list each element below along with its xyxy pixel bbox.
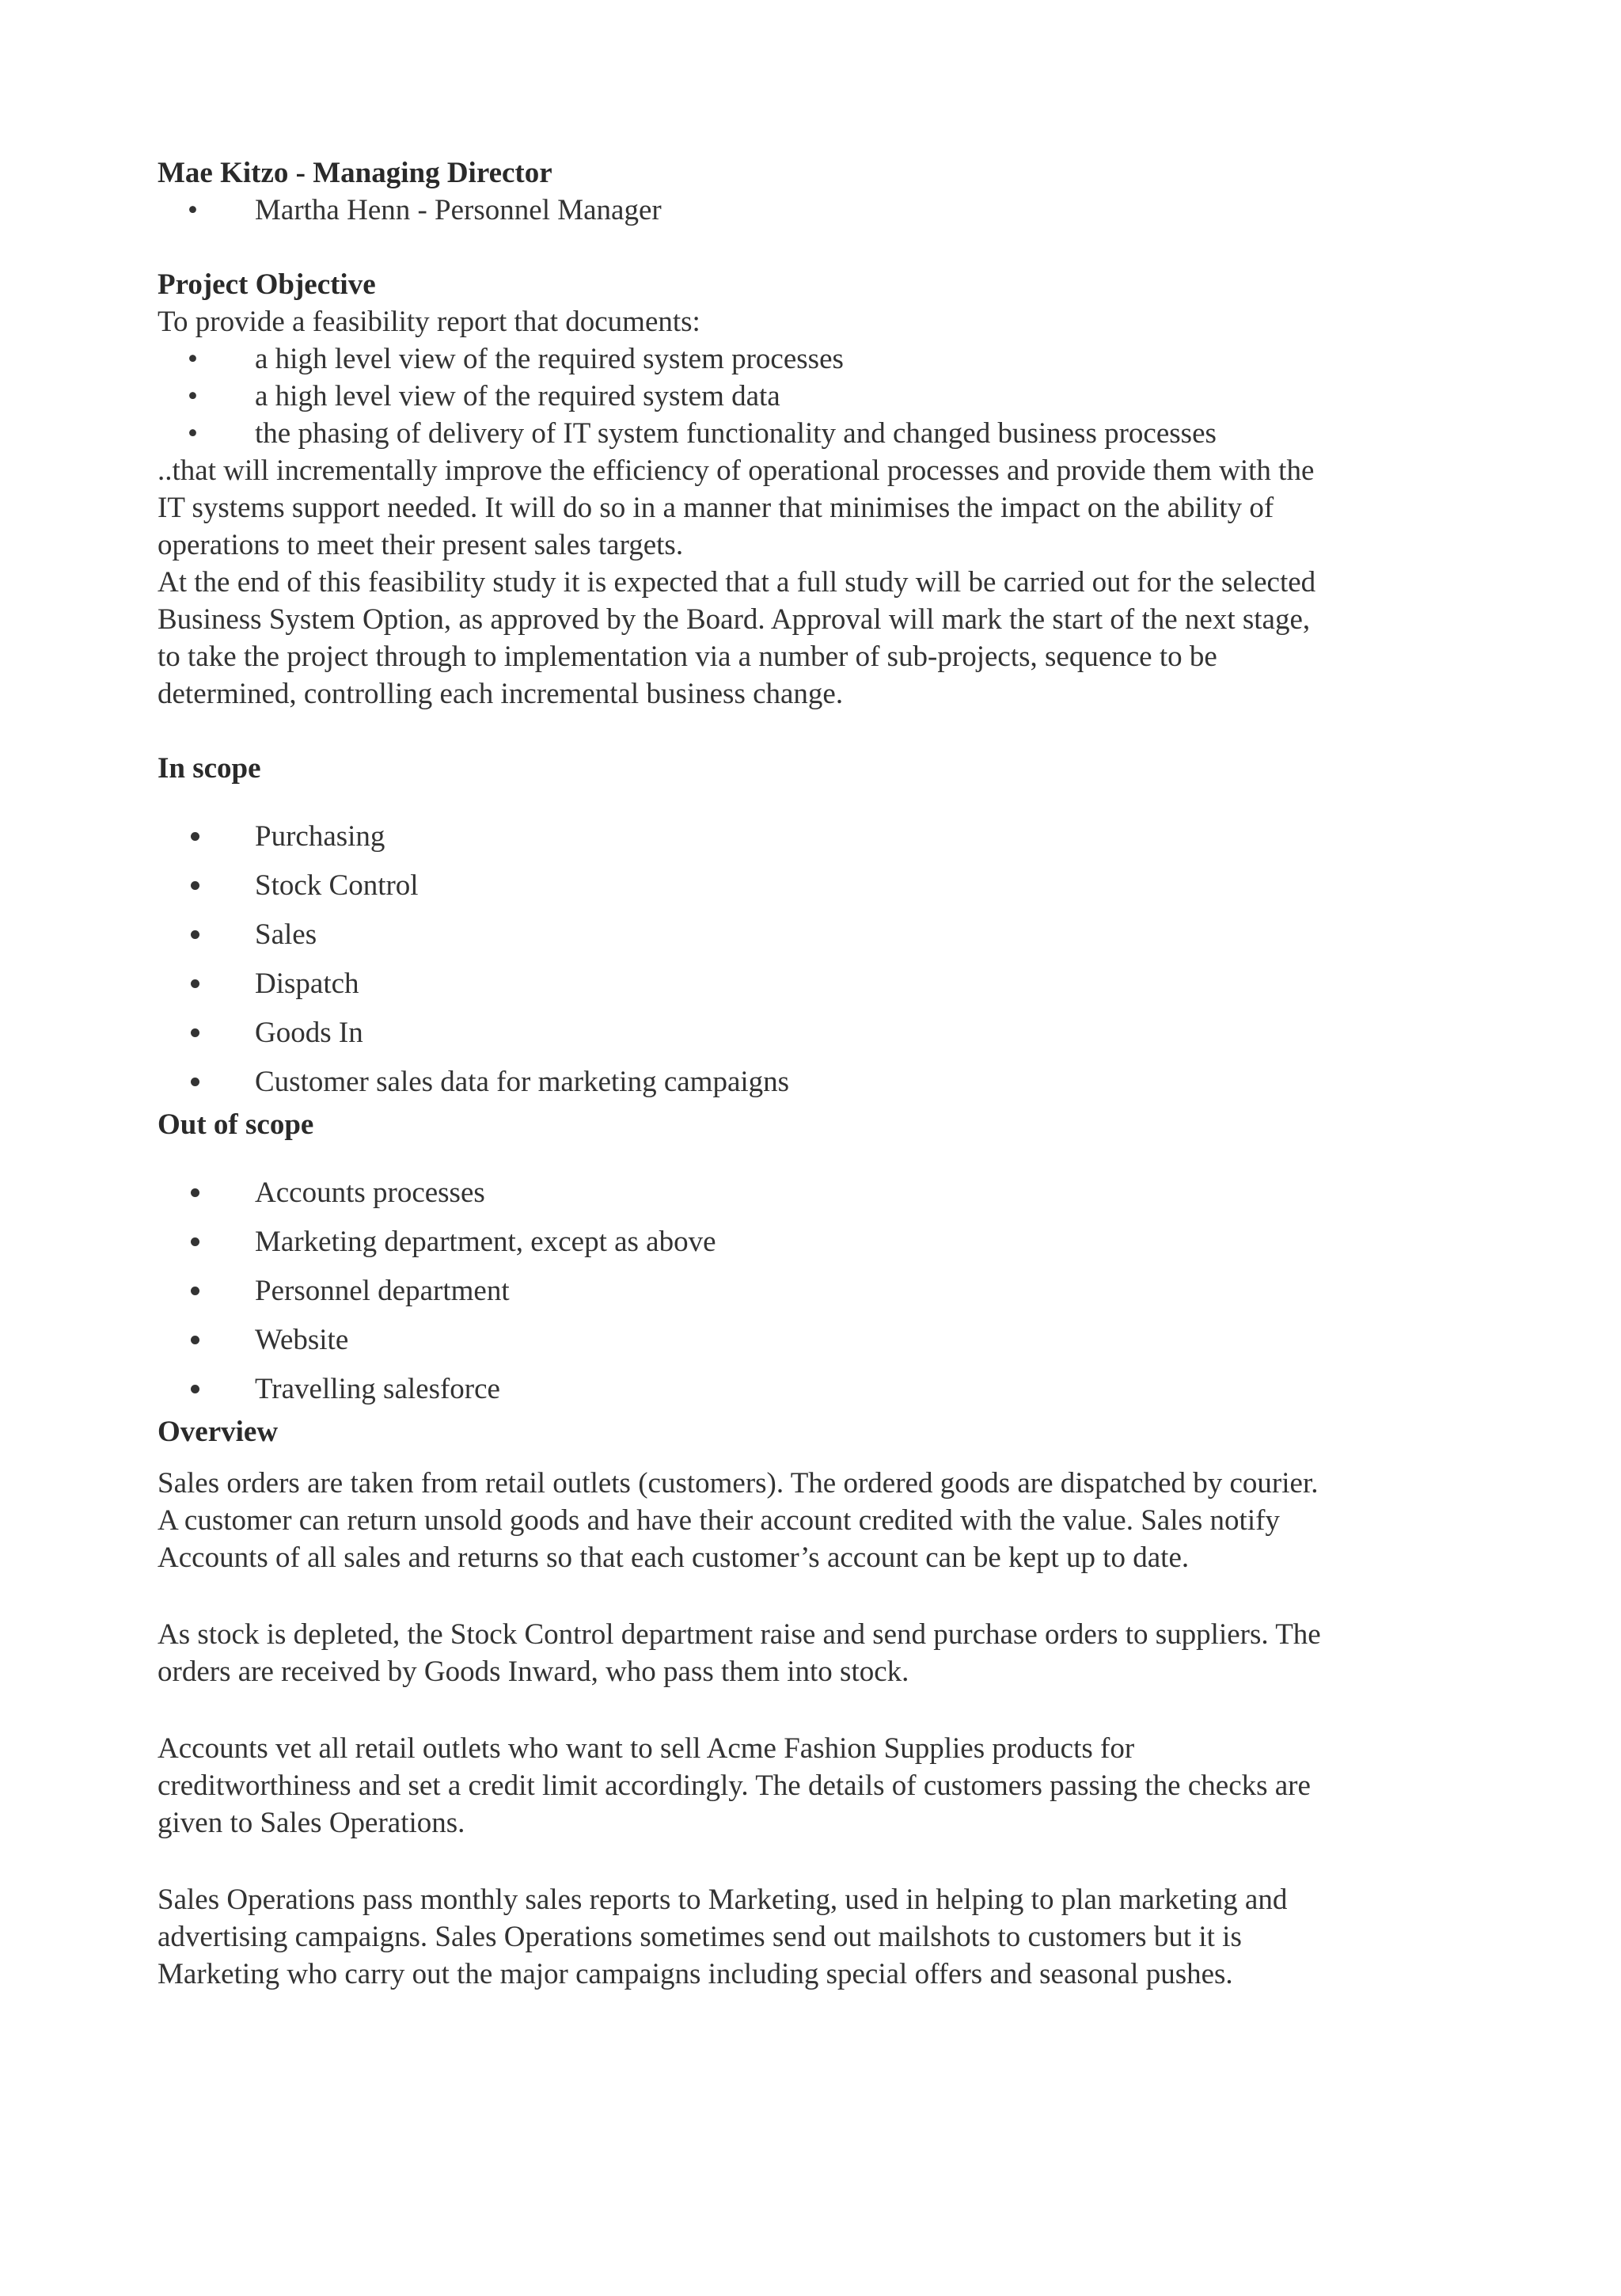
objective-line: ..that will incrementally improve the efficiency of operational processes and provide them with the xyxy=(158,454,1315,487)
bullet-dot-icon xyxy=(191,1287,199,1295)
project-objective-heading: Project Objective xyxy=(158,268,376,301)
list-item-text: Customer sales data for marketing campaigns xyxy=(255,1065,790,1098)
bullet-icon: • xyxy=(188,343,198,375)
overview-line: Sales orders are taken from retail outlets (customers). The ordered goods are dispatched by courier. xyxy=(158,1467,1319,1500)
list-item xyxy=(158,1315,1463,1364)
bullet-dot-icon xyxy=(191,930,199,939)
objective-item xyxy=(158,340,1463,378)
objective-line: operations to meet their present sales targets. xyxy=(158,529,684,561)
objective-item-text: the phasing of delivery of IT system functionality and changed business processes xyxy=(255,417,1217,450)
overview-line: given to Sales Operations. xyxy=(158,1807,465,1839)
out-of-scope-heading: Out of scope xyxy=(158,1108,314,1141)
overview-line: orders are received by Goods Inward, who pass them into stock. xyxy=(158,1655,909,1688)
list-item-text: Accounts processes xyxy=(255,1176,485,1209)
overview-paragraph xyxy=(158,1465,1463,1576)
spacer xyxy=(158,787,1463,812)
objective-item-text: a high level view of the required system processes xyxy=(255,343,844,375)
list-item xyxy=(158,1057,1463,1106)
overview-line: As stock is depleted, the Stock Control department raise and send purchase orders to suppliers. The xyxy=(158,1618,1321,1651)
list-item xyxy=(158,959,1463,1008)
objective-line: to take the project through to implementation via a number of sub-projects, sequence to be xyxy=(158,641,1217,673)
spacer xyxy=(158,1842,1463,1881)
objective-item xyxy=(158,378,1463,415)
bullet-icon: • xyxy=(188,194,198,226)
bullet-dot-icon xyxy=(191,1336,199,1344)
spacer xyxy=(158,1576,1463,1616)
overview-line: creditworthiness and set a credit limit accordingly. The details of customers passing the checks are xyxy=(158,1770,1311,1802)
overview-paragraph xyxy=(158,1881,1463,1993)
bullet-icon: • xyxy=(188,380,198,412)
list-item xyxy=(158,1008,1463,1057)
bullet-icon: • xyxy=(188,417,198,450)
bullet-dot-icon xyxy=(191,881,199,890)
objective-item xyxy=(158,415,1463,452)
objective-line: At the end of this feasibility study it is expected that a full study will be carried out for the selected xyxy=(158,566,1316,599)
overview-line: Accounts of all sales and returns so that each customer’s account can be kept up to date. xyxy=(158,1541,1190,1574)
list-item xyxy=(158,910,1463,959)
overview-paragraph xyxy=(158,1616,1463,1690)
list-item-text: Sales xyxy=(255,918,317,951)
list-item-text: Website xyxy=(255,1323,349,1356)
bullet-dot-icon xyxy=(191,1237,199,1246)
list-item xyxy=(158,1266,1463,1315)
bullet-dot-icon xyxy=(191,1028,199,1037)
list-item-text: Goods In xyxy=(255,1016,363,1049)
objective-line: IT systems support needed. It will do so in a manner that minimises the impact on the ability of xyxy=(158,492,1274,524)
personnel-manager-item xyxy=(158,192,1463,229)
list-item xyxy=(158,861,1463,910)
spacer xyxy=(158,1143,1463,1168)
bullet-dot-icon xyxy=(191,1385,199,1393)
document-page xyxy=(158,154,1463,1993)
objective-line: determined, controlling each incremental business change. xyxy=(158,678,844,710)
objective-item-text: a high level view of the required system data xyxy=(255,380,780,412)
list-item-text: Dispatch xyxy=(255,967,359,1000)
list-item-text: Travelling salesforce xyxy=(255,1372,500,1405)
overview-paragraph xyxy=(158,1730,1463,1842)
objective-intro: To provide a feasibility report that documents: xyxy=(158,306,700,338)
bullet-dot-icon xyxy=(191,1188,199,1197)
bullet-dot-icon xyxy=(191,979,199,988)
list-item xyxy=(158,812,1463,861)
spacer xyxy=(158,229,1463,266)
list-item xyxy=(158,1217,1463,1266)
personnel-manager-text: Martha Henn - Personnel Manager xyxy=(255,194,662,226)
spacer xyxy=(158,1690,1463,1730)
list-item-text: Purchasing xyxy=(255,819,385,853)
list-item xyxy=(158,1168,1463,1217)
overview-line: A customer can return unsold goods and have their account credited with the value. Sales notify xyxy=(158,1504,1280,1537)
objective-line: Business System Option, as approved by the Board. Approval will mark the start of the next stage, xyxy=(158,603,1311,636)
in-scope-list xyxy=(158,812,1463,1106)
list-item-text: Stock Control xyxy=(255,869,419,902)
list-item-text: Personnel department xyxy=(255,1274,510,1307)
managing-director-heading: Mae Kitzo - Managing Director xyxy=(158,157,552,189)
overview-line: Marketing who carry out the major campaigns including special offers and seasonal pushes. xyxy=(158,1958,1233,1990)
overview-line: Sales Operations pass monthly sales reports to Marketing, used in helping to plan marketing and xyxy=(158,1884,1288,1916)
objective-body xyxy=(158,452,1463,713)
spacer xyxy=(158,713,1463,750)
list-item xyxy=(158,1364,1463,1413)
bullet-dot-icon xyxy=(191,1078,199,1086)
overview-heading: Overview xyxy=(158,1416,279,1448)
in-scope-heading: In scope xyxy=(158,752,261,785)
overview-line: Accounts vet all retail outlets who want to sell Acme Fashion Supplies products for xyxy=(158,1732,1135,1765)
out-of-scope-list xyxy=(158,1168,1463,1413)
list-item-text: Marketing department, except as above xyxy=(255,1225,716,1258)
overview-line: advertising campaigns. Sales Operations sometimes send out mailshots to customers but it is xyxy=(158,1921,1242,1953)
bullet-dot-icon xyxy=(191,832,199,841)
